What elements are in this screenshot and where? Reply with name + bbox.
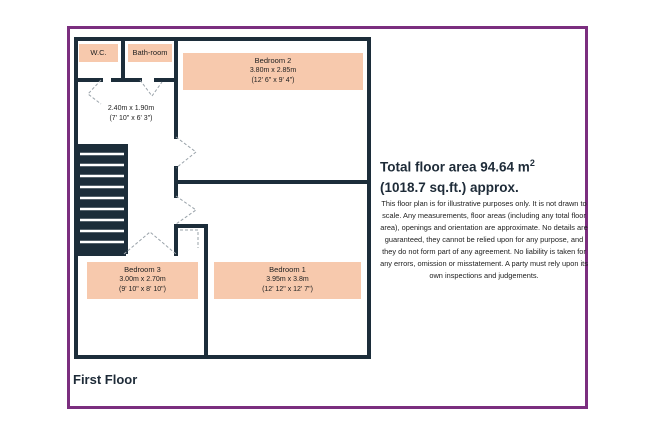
wc-label: W.C. — [90, 48, 107, 57]
total-floor-area — [380, 153, 590, 198]
door-bedroom2 — [176, 137, 196, 168]
total-area-imperial: (1018.7 sq.ft.) approx. — [380, 179, 519, 195]
bedroom1-label: Bedroom 1 3.95m x 3.8m (12' 12" x 12' 7") — [262, 265, 313, 293]
disclaimer-text: This floor plan is for illustrative purposes only. It is not drawn to scale. Any measurements, floor areas (including any total floor area), openings and orientation are approximate. No details are guaranteed, they cannot be relied upon for any purpose, and they do not form part of any agreement. No liability is taken for any errors, omission or misstatement. A party must rely upon its own inspections and judgements. — [380, 199, 588, 280]
floor-name: First Floor — [73, 372, 138, 387]
total-area-metric: Total floor area 94.64 m — [380, 159, 530, 175]
bathroom-label: Bath-room — [132, 48, 168, 57]
bedroom3-label: Bedroom 3 3.00m x 2.70m (9' 10" x 8' 10") — [119, 265, 166, 293]
door-bathroom — [140, 80, 162, 96]
door-wc — [88, 80, 101, 104]
door-bedroom1 — [176, 196, 196, 224]
total-area-unit-exponent: 2 — [529, 158, 535, 168]
door-bedroom3 — [124, 232, 176, 254]
staircase — [76, 144, 128, 254]
bedroom2-label: Bedroom 2 3.80m x 2.85m (12' 6" x 9' 4") — [249, 56, 297, 84]
door-cupboard — [180, 230, 198, 248]
landing-label: 2.40m x 1.90m (7' 10" x 6' 3") — [107, 105, 155, 122]
